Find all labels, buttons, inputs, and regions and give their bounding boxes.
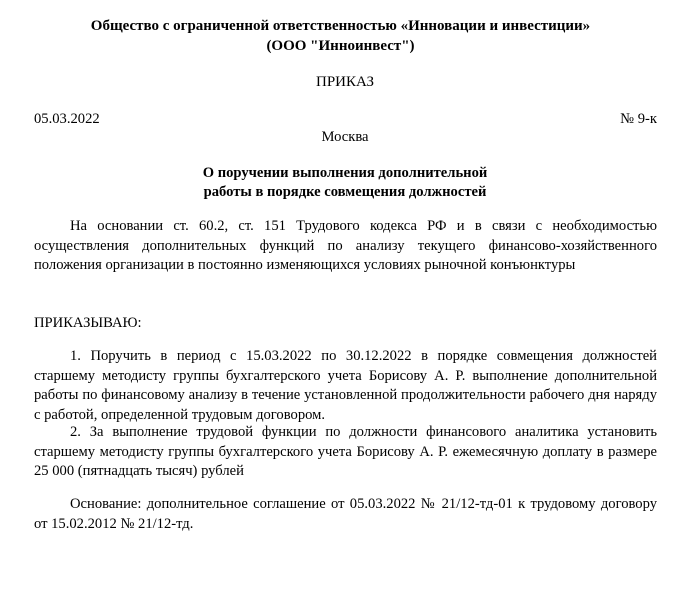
order-item <box>34 423 657 482</box>
document-subject-line1: О поручении выполнения дополнительной <box>202 165 488 181</box>
preamble-text: На основании ст. 60.2, ст. 151 Трудового кодекса РФ и в связи с необходимостью осуществления дополнительных функций по анализу текущего финансово-хозяйственного положения организации в постоянно изменяющихся условиях рыночной конъюнктуры <box>34 218 657 273</box>
order-item <box>34 347 657 425</box>
order-item-text: 1. Поручить в период с 15.03.2022 по 30.12.2022 в порядке совмещения должностей старшему методисту группы бухгалтерского учета Борисову А. Р. выполнение дополнительной работы по финансовому анализу в течение установленной продолжительности рабочего дня наряду с работой, определенной трудовым договором. <box>34 348 657 423</box>
document-number: № 9-к <box>620 111 657 127</box>
document-date: 05.03.2022 <box>34 111 100 127</box>
document-subject-line2: работы в порядке совмещения должностей <box>203 184 487 200</box>
order-word: ПРИКАЗЫВАЮ: <box>34 315 142 331</box>
order-item-text: 2. За выполнение трудовой функции по должности финансового аналитика установить старшему методисту группы бухгалтерского учета Борисову А. Р. ежемесячную доплату в размере 25 000 (пятнадцать тысяч) рублей <box>34 424 657 479</box>
preamble-paragraph <box>34 217 657 276</box>
company-short-name: (ООО "Инноинвест") <box>266 38 415 54</box>
basis-text: Основание: дополнительное соглашение от 05.03.2022 № 21/12-тд-01 к трудовому договору от 15.02.2012 № 21/12-тд. <box>34 496 657 532</box>
basis-paragraph <box>34 495 657 534</box>
document-city: Москва <box>321 129 369 145</box>
company-name: Общество с ограниченной ответственностью «Инновации и инвестиции» <box>90 18 591 34</box>
document-type-title: ПРИКАЗ <box>316 74 374 90</box>
